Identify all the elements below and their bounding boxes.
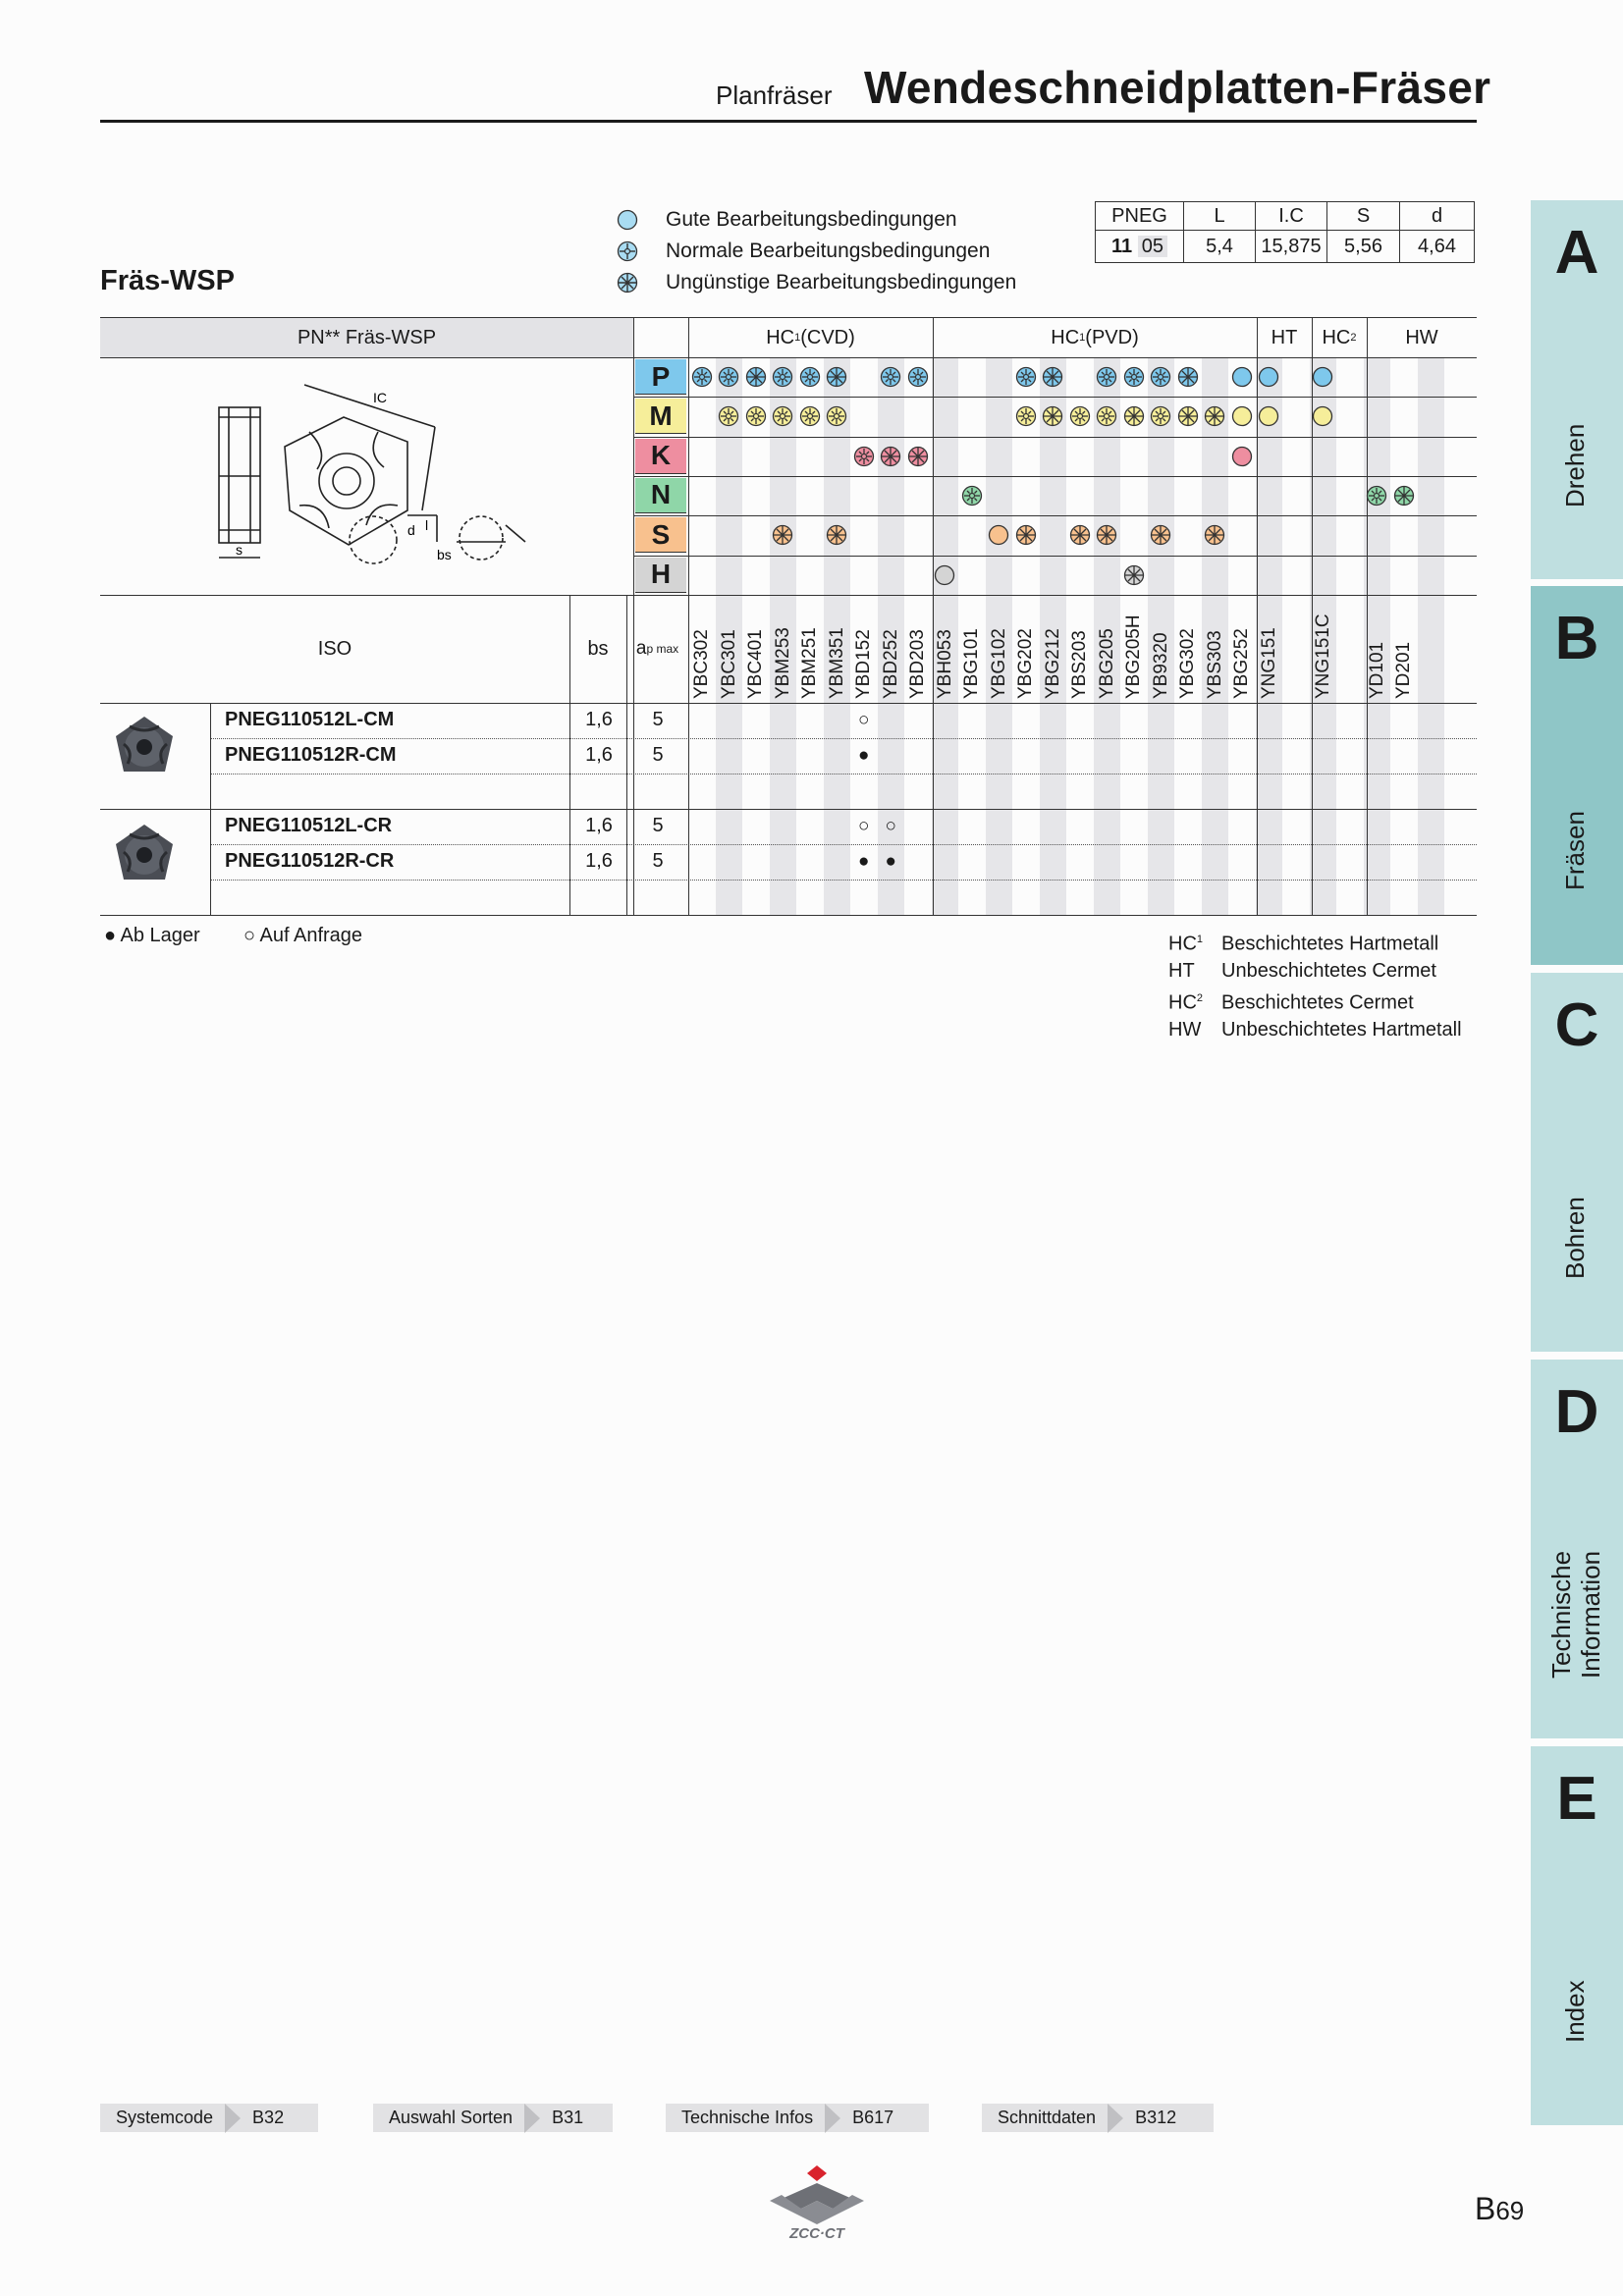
suitability-bad-icon [1066,515,1094,555]
dim-value: 4,64 [1400,231,1475,263]
grid-top-line [100,317,1477,318]
material-badge-p: P [635,359,686,395]
circle-normal-icon [617,240,638,262]
grade-label: YNG151C [1312,614,1333,699]
group-hw: HW [1405,326,1438,348]
bs-value: 1,6 [585,815,613,836]
side-tab-c[interactable]: C Bohren [1531,973,1623,1352]
side-tab-e[interactable]: E Index [1531,1746,1623,2125]
bs-value: 1,6 [585,709,613,730]
grade-label: YBG101 [961,628,982,699]
suitability-normal-icon [716,397,743,436]
suitability-normal-icon [1094,397,1121,436]
suitability-bad-icon [742,357,770,397]
type-legend-item: HT Unbeschichtetes Cermet [1168,960,1436,983]
legend-normal: Normale Bearbeitungsbedingungen [617,236,1016,267]
header-subtitle: Planfräser [716,80,833,110]
group-line [100,809,1477,810]
suitability-bad-icon [1202,515,1229,555]
insert-header: PN** Fräs-WSP [297,326,437,348]
suitability-good-icon [1256,397,1283,436]
suitability-good-icon [932,556,959,595]
legend-good: Gute Bearbeitungsbedingungen [617,204,1016,236]
iso-header: ISO [317,637,352,660]
dim-header: S [1327,202,1400,231]
iso-code: PNEG110512L-CR [225,815,393,836]
suitability-good-icon [1228,437,1256,476]
material-badge-s: S [635,517,686,553]
side-tab-b[interactable]: B Fräsen [1531,586,1623,965]
grid-bottom-line [100,915,1477,916]
iso-code: PNEG110512R-CR [225,850,395,872]
grade-label: YBG302 [1177,628,1198,699]
grade-label: YBS203 [1069,630,1090,699]
availability-mark: ● [885,851,896,872]
row-dotline [210,844,1477,845]
grade-label: YBG102 [988,628,1009,699]
dim-value: 15,875 [1256,231,1327,263]
dim-header: PNEG [1096,202,1184,231]
suitability-bad-icon [1390,476,1418,515]
suitability-normal-icon [1148,397,1175,436]
grade-label: YD201 [1393,641,1414,699]
grade-label: YBD203 [907,629,928,699]
type-legend-item: $HC^2$ Beschichtetes Cermet [1168,991,1414,1014]
availability-mark: ○ [858,710,870,730]
suitability-normal-icon [824,397,851,436]
ap-value: 5 [652,850,664,872]
suitability-good-icon [1228,397,1256,436]
suitability-bad-icon [1174,397,1202,436]
suitability-normal-icon [1012,397,1040,436]
suitability-bad-icon [1202,397,1229,436]
iso-code: PNEG110512R-CM [225,744,397,766]
grade-header-top-line [100,595,1477,596]
grade-label: YBM351 [826,627,847,699]
nav-technische-infos[interactable]: Technische Infos B617 [666,2104,929,2132]
ap-header: a p max [635,638,679,659]
suitability-normal-icon [770,397,797,436]
stock-legend-in: ● Ab Lager [104,925,200,946]
group-ht: HT [1271,326,1298,348]
type-legend-item: $HC^1$ Beschichtetes Hartmetall [1168,933,1439,955]
ap-value: 5 [652,815,664,836]
chevron-right-icon [225,2104,241,2133]
grade-label: YBC301 [718,629,739,699]
grade-label: YNG151 [1258,627,1279,699]
stock-legend-request: ○ Auf Anfrage [243,925,363,946]
grade-label: YBC302 [691,629,712,699]
material-row-line [633,437,1477,438]
suitability-normal-icon [904,357,932,397]
material-badge-n: N [635,478,686,513]
grade-label: YBG252 [1231,628,1252,699]
condition-legend [617,204,1016,298]
page-title: Wendeschneidplatten-Fräser [864,62,1491,113]
dim-size: 11 05 [1096,231,1184,263]
type-legend-item: HW Unbeschichtetes Hartmetall [1168,1018,1462,1041]
material-row-line [633,476,1477,477]
suitability-normal-icon [958,476,986,515]
suitability-bad-icon [824,357,851,397]
suitability-bad-icon [1120,556,1148,595]
suitability-good-icon [986,515,1013,555]
grade-label: YBS303 [1204,630,1225,699]
insert-photo-cr [110,821,179,889]
drawing-label-l: l [425,517,429,533]
suitability-bad-icon [1174,357,1202,397]
group-hc1-cvd: HC 1 (CVD) [766,326,855,348]
grade-label: YD101 [1366,641,1387,699]
dimension-table [1095,201,1475,263]
header-rule [100,120,1477,123]
suitability-normal-icon [796,357,824,397]
type-legend [1168,927,1462,1043]
material-badge-k: K [635,439,686,474]
material-badge-h: H [635,558,686,593]
grid-vline [569,595,570,915]
suitability-bad-icon [1012,515,1040,555]
suitability-normal-icon [1364,476,1391,515]
suitability-bad-icon [1094,515,1121,555]
suitability-normal-icon [1012,357,1040,397]
suitability-normal-icon [770,357,797,397]
availability-mark: ● [858,851,870,872]
grade-label: YBC401 [745,629,766,699]
dim-header: L [1184,202,1256,231]
suitability-bad-icon [824,515,851,555]
row-dotline [210,880,1477,881]
drawing-label-bs: bs [437,547,452,562]
availability-mark: ○ [858,816,870,836]
suitability-good-icon [1228,357,1256,397]
material-row-line [633,515,1477,516]
grid-vline [626,595,627,915]
suitability-bad-icon [1040,397,1067,436]
side-tab-d[interactable]: D Technische Information [1531,1360,1623,1738]
suitability-normal-icon [1066,397,1094,436]
grade-label: YBG205 [1096,628,1117,699]
suitability-bad-icon [1040,357,1067,397]
availability-mark: ● [858,745,870,766]
bs-value: 1,6 [585,850,613,872]
suitability-normal-icon [878,357,905,397]
zcc-ct-logo [762,2162,872,2240]
dim-header: d [1400,202,1475,231]
row-dotline [210,738,1477,739]
suitability-normal-icon [796,397,824,436]
drawing-label-s: s [236,542,243,558]
suitability-normal-icon [742,397,770,436]
svg-text:ZCC·CT: ZCC·CT [789,2225,844,2240]
grade-label: YB9320 [1150,632,1171,699]
grade-label: YBM253 [772,627,793,699]
material-badge-m: M [635,399,686,434]
bs-header: bs [587,637,609,660]
ap-value: 5 [652,709,664,730]
suitability-normal-icon [850,437,878,476]
chevron-right-icon [524,2104,540,2133]
suitability-bad-icon [1120,397,1148,436]
group-hc1-pvd: HC 1 (PVD) [1051,326,1139,348]
chevron-right-icon [1108,2104,1123,2133]
chevron-right-icon [825,2104,840,2133]
grid-vline [210,703,211,915]
side-tab-a[interactable]: A Drehen [1531,200,1623,579]
page-number: B69 [1475,2191,1525,2226]
suitability-normal-icon [1094,357,1121,397]
grade-label: YBD152 [853,629,874,699]
grade-label: YBM251 [799,627,820,699]
grade-label: YBG212 [1042,628,1063,699]
insert-drawing [201,373,535,569]
iso-code: PNEG110512L-CM [225,709,395,730]
grid-shade-column [1418,357,1445,915]
grade-label: YBH053 [934,629,955,699]
suitability-bad-icon [770,515,797,555]
legend-bad: Ungünstige Bearbeitungsbedingungen [617,267,1016,298]
dim-value: 5,56 [1327,231,1400,263]
nav-systemcode[interactable]: Systemcode B32 [100,2104,318,2132]
suitability-normal-icon [688,357,716,397]
availability-mark: ○ [885,816,896,836]
suitability-good-icon [1310,357,1337,397]
grade-label: YBG205H [1123,614,1144,699]
grid-vline [633,317,634,915]
drawing-label-d: d [407,522,415,538]
suitability-bad-icon [878,437,905,476]
dim-value: 5,4 [1184,231,1256,263]
grade-label: YBG202 [1015,628,1036,699]
suitability-good-icon [1310,397,1337,436]
material-row-line [633,556,1477,557]
suitability-normal-icon [1148,357,1175,397]
suitability-bad-icon [1148,515,1175,555]
suitability-bad-icon [904,437,932,476]
suitability-good-icon [1256,357,1283,397]
drawing-label-ic: IC [373,390,387,405]
circle-bad-icon [617,272,638,294]
group-hc2: HC 2 [1322,326,1357,348]
section-title: Fräs-WSP [100,265,235,296]
suitability-normal-icon [1120,357,1148,397]
circle-good-icon [617,209,638,231]
dim-header: I.C [1256,202,1327,231]
suitability-normal-icon [716,357,743,397]
grade-header-bottom-line [100,703,1477,704]
insert-photo-cm [110,713,179,781]
grade-label: YBD252 [880,629,901,699]
nav-auswahl-sorten[interactable]: Auswahl Sorten B31 [373,2104,613,2132]
nav-schnittdaten[interactable]: Schnittdaten B312 [982,2104,1214,2132]
bs-value: 1,6 [585,744,613,766]
ap-value: 5 [652,744,664,766]
